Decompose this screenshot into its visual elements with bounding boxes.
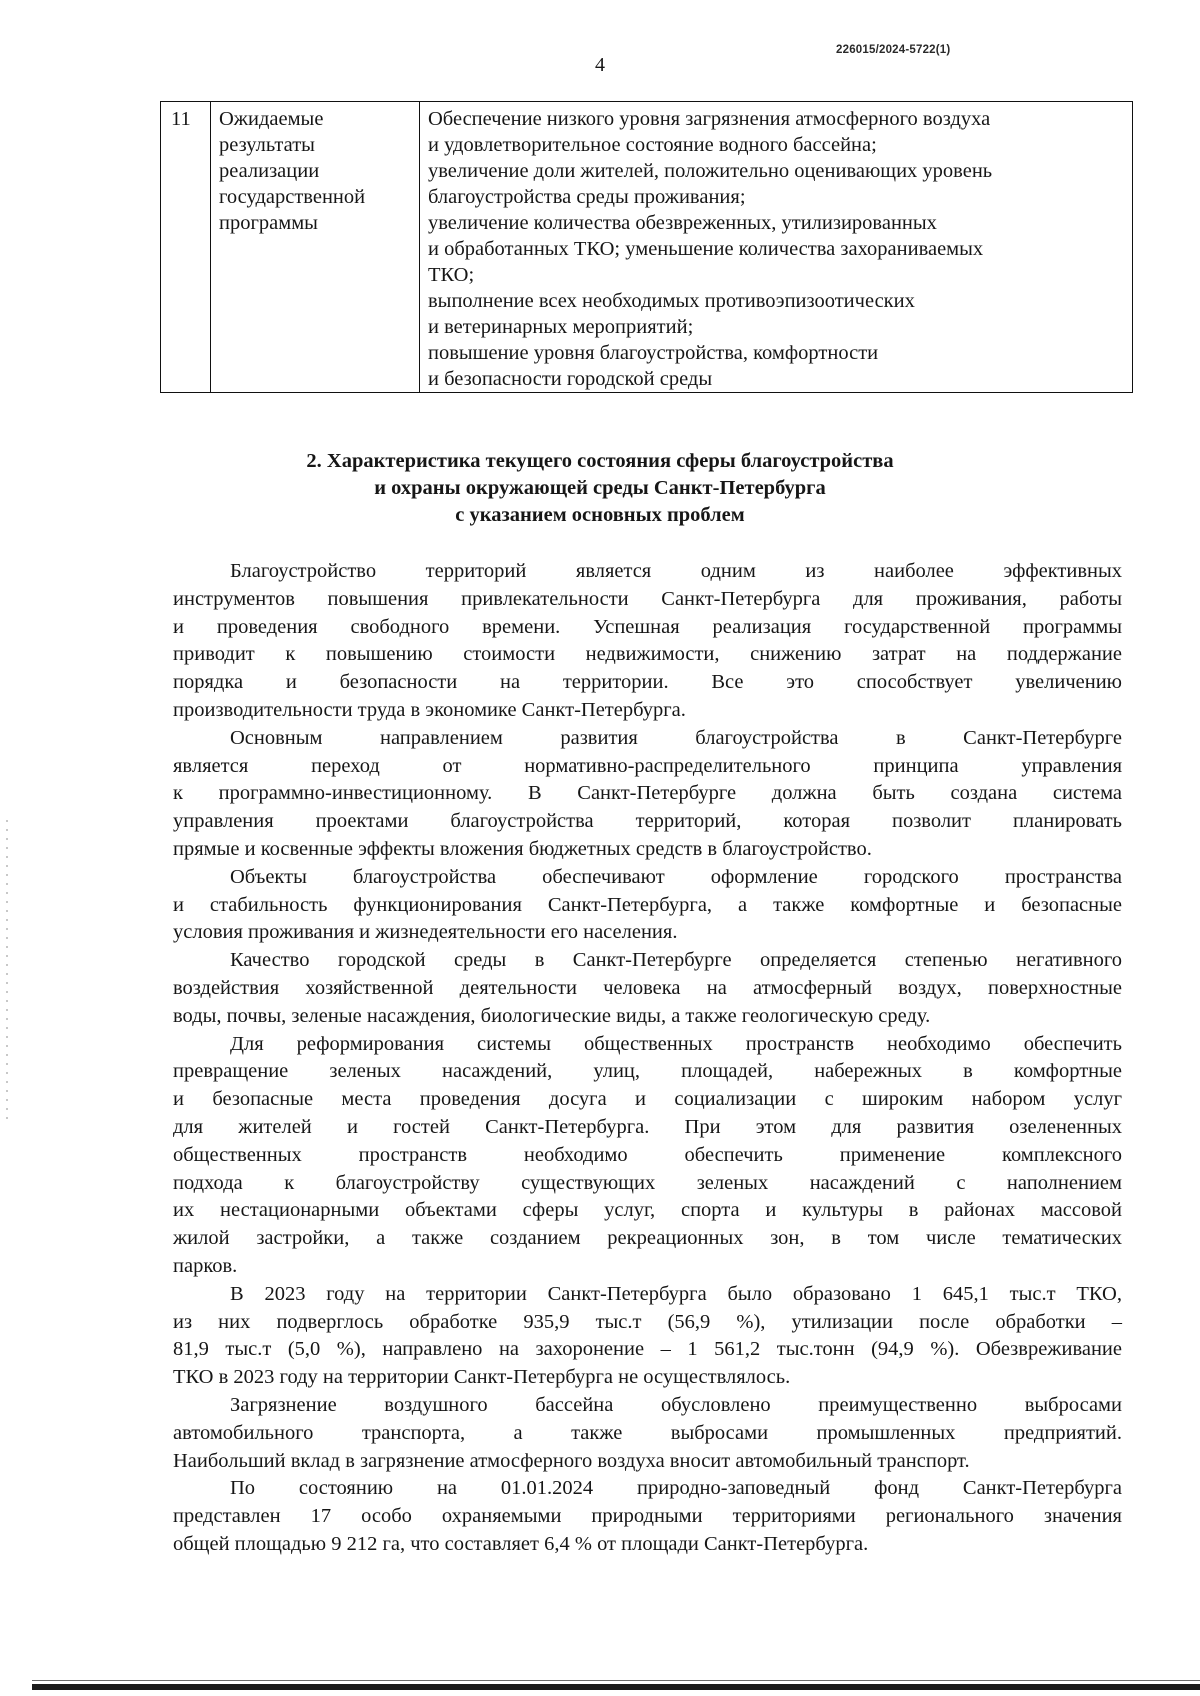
paragraph-line: Основным направлением развития благоустройства в Санкт-Петербурге [230, 726, 1122, 749]
row-name-line: Ожидаемые [219, 108, 324, 130]
row-value-line: повышение уровня благоустройства, комфортности [428, 342, 879, 364]
paragraph [173, 1392, 1122, 1475]
row-value-line: и безопасности городской среды [428, 368, 713, 390]
paragraph-line: парков. [173, 1254, 238, 1277]
paragraph-line: автомобильного транспорта, а также выбросами промышленных предприятий. [173, 1421, 1122, 1444]
paragraph [173, 1031, 1122, 1281]
paragraph [173, 1475, 1122, 1558]
paragraph-line: и проведения свободного времени. Успешная реализация государственной программы [173, 615, 1122, 638]
table-row [161, 102, 1133, 393]
scan-bottom-edge [32, 1684, 1200, 1690]
row-value-line: Обеспечение низкого уровня загрязнения атмосферного воздуха [428, 108, 991, 130]
paragraph [173, 1281, 1122, 1392]
row-value-line: и ветеринарных мероприятий; [428, 316, 694, 338]
row-number-cell: 11 [161, 102, 211, 393]
paragraph-line: общей площадью 9 212 га, что составляет 6,4 % от площади Санкт-Петербурга. [173, 1532, 869, 1555]
paragraph-line: к программно-инвестиционному. В Санкт-Петербурге должна быть создана система [173, 782, 1122, 805]
paragraph-line: Для реформирования системы общественных пространств необходимо обеспечить [230, 1032, 1122, 1055]
paragraph-line: Объекты благоустройства обеспечивают оформление городского пространства [230, 865, 1122, 888]
section-heading-line: и охраны окружающей среды Санкт-Петербурга [374, 477, 826, 499]
paragraph-line: из них подверглось обработке 935,9 тыс.т (56,9 %), утилизации после обработки – [173, 1310, 1122, 1333]
paragraph-line: представлен 17 особо охраняемыми природными территориями регионального значения [173, 1505, 1122, 1528]
row-name-line: реализации [219, 160, 320, 182]
paragraph-line: их нестационарными объектами сферы услуг, спорта и культуры в районах массовой [173, 1199, 1122, 1222]
paragraph-line: жилой застройки, а также созданием рекреационных зон, в том числе тематических [173, 1227, 1122, 1250]
row-name-cell [211, 102, 420, 393]
section-heading [0, 448, 1200, 529]
paragraph-line: 81,9 тыс.т (5,0 %), направлено на захоронение – 1 561,2 тыс.тонн (94,9 %). Обезвреживание [173, 1338, 1122, 1361]
paragraph-line: и безопасные места проведения досуга и социализации с широким набором услуг [173, 1088, 1122, 1111]
row-value-line: ТКО; [428, 264, 475, 286]
row-value-line: выполнение всех необходимых противоэпизоотических [428, 290, 915, 312]
paragraph-line: По состоянию на 01.01.2024 природно-заповедный фонд Санкт-Петербурга [230, 1477, 1122, 1500]
paragraph [173, 947, 1122, 1030]
document-number: 226015/2024-5722(1) [836, 44, 951, 56]
row-value-line: благоустройства среды проживания; [428, 186, 746, 208]
paragraph-line: порядка и безопасности на территории. Все это способствует увеличению [173, 671, 1122, 694]
row-value-cell [420, 102, 1133, 393]
paragraph-line: приводит к повышению стоимости недвижимости, снижению затрат на поддержание [173, 643, 1122, 666]
paragraph-line: является переход от нормативно-распределительного принципа управления [173, 754, 1122, 777]
row-name-line: государственной [219, 186, 366, 208]
row-value-line: и обработанных ТКО; уменьшение количества захораниваемых [428, 238, 984, 260]
scan-edge-line [32, 1680, 1200, 1681]
row-value-line: и удовлетворительное состояние водного бассейна; [428, 134, 877, 156]
program-table [160, 101, 1133, 393]
row-name-line: результаты [219, 134, 315, 156]
paragraph-line: В 2023 году на территории Санкт-Петербурга было образовано 1 645,1 тыс.т ТКО, [230, 1282, 1122, 1305]
scan-margin-marks [6, 820, 8, 1120]
paragraph-line: превращение зеленых насаждений, улиц, площадей, набережных в комфортные [173, 1060, 1122, 1083]
section-heading-line: 2. Характеристика текущего состояния сферы благоустройства [306, 450, 894, 472]
document-body [173, 558, 1122, 1559]
paragraph-line: ТКО в 2023 году на территории Санкт-Петербурга не осуществлялось. [173, 1366, 791, 1389]
paragraph [173, 864, 1122, 947]
row-name-line: программы [219, 212, 318, 234]
row-value-line: увеличение доли жителей, положительно оценивающих уровень [428, 160, 993, 182]
row-value-line: увеличение количества обезвреженных, утилизированных [428, 212, 937, 234]
paragraph-line: Качество городской среды в Санкт-Петербурге определяется степенью негативного [230, 949, 1122, 972]
paragraph [173, 725, 1122, 864]
paragraph-line: общественных пространств необходимо обеспечить применение комплексного [173, 1143, 1122, 1166]
paragraph-line: Наибольший вклад в загрязнение атмосферного воздуха вносит автомобильный транспорт. [173, 1449, 970, 1472]
paragraph [173, 558, 1122, 725]
page-number: 4 [595, 54, 605, 76]
paragraph-line: производительности труда в экономике Санкт-Петербурга. [173, 698, 686, 721]
paragraph-line: воды, почвы, зеленые насаждения, биологические виды, а также геологическую среду. [173, 1004, 931, 1027]
paragraph-line: и стабильность функционирования Санкт-Петербурга, а также комфортные и безопасные [173, 893, 1122, 916]
paragraph-line: прямые и косвенные эффекты вложения бюджетных средств в благоустройство. [173, 837, 872, 860]
paragraph-line: условия проживания и жизнедеятельности его населения. [173, 921, 678, 944]
paragraph-line: Благоустройство территорий является одним из наиболее эффективных [230, 560, 1122, 582]
section-heading-line: с указанием основных проблем [455, 504, 745, 526]
paragraph-line: для жителей и гостей Санкт-Петербурга. При этом для развития озелененных [173, 1115, 1122, 1138]
paragraph-line: Загрязнение воздушного бассейна обусловлено преимущественно выбросами [230, 1393, 1122, 1416]
paragraph-line: подхода к благоустройству существующих зеленых насаждений с наполнением [173, 1171, 1122, 1194]
paragraph-line: воздействия хозяйственной деятельности человека на атмосферный воздух, поверхностные [173, 976, 1122, 999]
paragraph-line: инструментов повышения привлекательности Санкт-Петербурга для проживания, работы [173, 587, 1122, 610]
paragraph-line: управления проектами благоустройства территорий, которая позволит планировать [173, 810, 1122, 833]
